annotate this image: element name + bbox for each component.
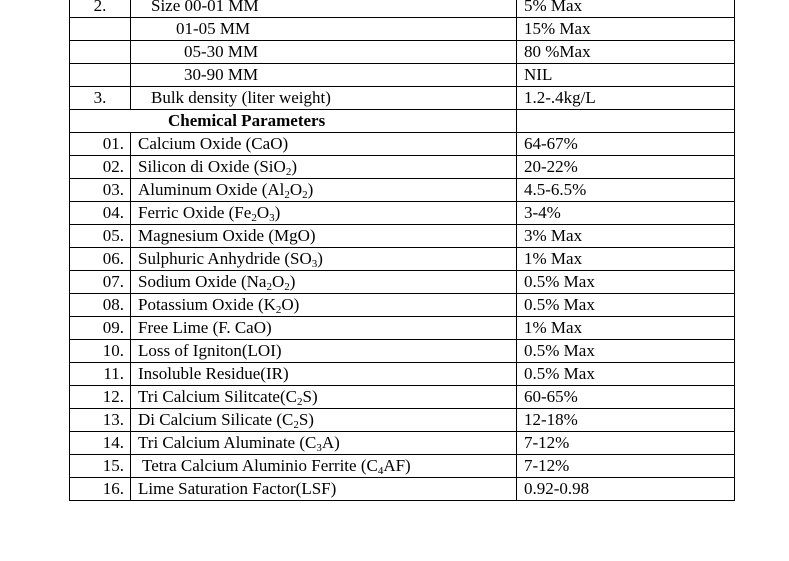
table-row (70, 363, 735, 386)
parameter-name-text: AF) (383, 456, 411, 475)
row-number: 13. (70, 409, 131, 432)
row-number: 10. (70, 340, 131, 363)
parameter-name-text: Sodium Oxide (Na (138, 272, 267, 291)
formula-subscript: 2 (266, 281, 272, 293)
parameter-value: 60-65% (517, 386, 735, 409)
parameter-name-text: Potassium Oxide (K (138, 295, 276, 314)
parameter-value: NIL (517, 64, 735, 87)
specification-table (69, 0, 735, 501)
table-row (70, 294, 735, 317)
table-row (70, 0, 735, 18)
parameter-name (131, 386, 517, 409)
table-row (70, 386, 735, 409)
table-row (70, 18, 735, 41)
table-row (70, 156, 735, 179)
formula-subscript: 2 (284, 189, 290, 201)
parameter-value: 7-12% (517, 455, 735, 478)
parameter-name (131, 478, 517, 501)
parameter-name-text: Tri Calcium Silitcate(C (138, 387, 297, 406)
row-number: 02. (70, 156, 131, 179)
parameter-value: 3% Max (517, 225, 735, 248)
formula-subscript: 2 (296, 396, 303, 408)
parameter-name (131, 179, 517, 202)
table-row (70, 87, 735, 110)
parameter-name-text: ) (317, 249, 323, 268)
table-row (70, 248, 735, 271)
parameter-name-text: Magnesium Oxide (MgO) (138, 226, 316, 245)
parameter-value: 15% Max (517, 18, 735, 41)
parameter-value: 0.5% Max (517, 363, 735, 386)
section-header-empty-cell (517, 110, 735, 133)
row-number: 07. (70, 271, 131, 294)
parameter-name-text: Silicon di Oxide (SiO (138, 157, 286, 176)
row-number (70, 64, 131, 87)
parameter-name (131, 409, 517, 432)
parameter-name (131, 340, 517, 363)
parameter-name-text: Insoluble Residue(IR) (138, 364, 289, 383)
table-row (70, 340, 735, 363)
parameter-value: 0.5% Max (517, 294, 735, 317)
chemical-parameters-body (70, 133, 735, 501)
parameter-name (131, 363, 517, 386)
formula-subscript: 3 (316, 442, 322, 454)
parameter-value: 12-18% (517, 409, 735, 432)
parameter-name-text: S) (302, 387, 318, 406)
parameter-value: 1% Max (517, 248, 735, 271)
row-number: 2. (70, 0, 131, 18)
row-number: 05. (70, 225, 131, 248)
row-number: 08. (70, 294, 131, 317)
table-row (70, 271, 735, 294)
formula-subscript: 2 (285, 166, 292, 178)
parameter-name-text: ) (291, 157, 297, 176)
parameter-name-text: Tetra Calcium Aluminio Ferrite (C (142, 456, 378, 475)
parameter-name-text: Tri Calcium Aluminate (C (138, 433, 317, 452)
formula-subscript: 3 (269, 212, 275, 224)
row-number: 11. (70, 363, 131, 386)
row-number: 14. (70, 432, 131, 455)
row-number: 3. (70, 87, 131, 110)
table-row (70, 64, 735, 87)
table-row (70, 225, 735, 248)
parameter-name: Bulk density (liter weight) (131, 87, 517, 110)
row-number (70, 41, 131, 64)
parameter-name (131, 248, 517, 271)
parameter-name (131, 133, 517, 156)
parameter-value: 5% Max (517, 0, 735, 18)
parameter-name (131, 202, 517, 225)
formula-subscript: 2 (275, 304, 282, 316)
table-row (70, 41, 735, 64)
parameter-name: 01-05 MM (131, 18, 517, 41)
parameter-name (131, 271, 517, 294)
parameter-name-text: Aluminum Oxide (Al (138, 180, 285, 199)
parameter-name (131, 455, 517, 478)
parameter-name: Size 00-01 MM (131, 0, 517, 18)
parameter-value: 64-67% (517, 133, 735, 156)
parameter-name-text: Free Lime (F. CaO) (138, 318, 272, 337)
parameter-value: 3-4% (517, 202, 735, 225)
formula-subscript: 2 (293, 419, 299, 431)
parameter-value: 80 %Max (517, 41, 735, 64)
parameter-name-text: O) (281, 295, 300, 314)
parameter-name-text: Lime Saturation Factor(LSF) (138, 479, 337, 498)
parameter-value: 0.5% Max (517, 271, 735, 294)
parameter-name-text: ) (274, 203, 281, 222)
row-number (70, 18, 131, 41)
parameter-name (131, 317, 517, 340)
parameter-name-text: S) (298, 410, 314, 429)
parameter-name-text: ) (289, 272, 296, 291)
parameter-name-text: O (289, 180, 303, 199)
row-number: 16. (70, 478, 131, 501)
row-number: 01. (70, 133, 131, 156)
parameter-name-text: O (271, 272, 285, 291)
parameter-name (131, 432, 517, 455)
table-row (70, 478, 735, 501)
parameter-name (131, 156, 517, 179)
parameter-value: 1.2-.4kg/L (517, 87, 735, 110)
section-header-row (70, 110, 735, 133)
parameter-name: 05-30 MM (131, 41, 517, 64)
formula-subscript: 2 (302, 189, 308, 201)
parameter-value: 0.92-0.98 (517, 478, 735, 501)
parameter-name-text: Sulphuric Anhydride (SO (138, 249, 312, 268)
parameter-value: 7-12% (517, 432, 735, 455)
row-number: 09. (70, 317, 131, 340)
parameter-name: 30-90 MM (131, 64, 517, 87)
table-row (70, 409, 735, 432)
row-number: 15. (70, 455, 131, 478)
table-row (70, 133, 735, 156)
parameter-name-text: Calcium Oxide (CaO) (138, 134, 289, 153)
formula-subscript: 2 (284, 281, 290, 293)
formula-subscript: 4 (377, 465, 384, 477)
section-title: Chemical Parameters (70, 110, 517, 133)
row-number: 03. (70, 179, 131, 202)
parameter-name-text: A) (321, 433, 340, 452)
parameter-name-text: Loss of Igniton(LOI) (138, 341, 282, 360)
table-row (70, 317, 735, 340)
parameter-value: 0.5% Max (517, 340, 735, 363)
parameter-value: 1% Max (517, 317, 735, 340)
row-number: 06. (70, 248, 131, 271)
formula-subscript: 3 (311, 258, 318, 270)
table-row (70, 455, 735, 478)
row-number: 12. (70, 386, 131, 409)
formula-subscript: 2 (251, 212, 257, 224)
parameter-value: 20-22% (517, 156, 735, 179)
row-number: 04. (70, 202, 131, 225)
parameter-name-text: Di Calcium Silicate (C (138, 410, 294, 429)
parameter-name-text: ) (307, 180, 314, 199)
parameter-name (131, 294, 517, 317)
table-row (70, 202, 735, 225)
table-row (70, 432, 735, 455)
parameter-name (131, 225, 517, 248)
parameter-name-text: Ferric Oxide (Fe (138, 203, 252, 222)
parameter-value: 4.5-6.5% (517, 179, 735, 202)
table-row (70, 179, 735, 202)
parameter-name-text: O (256, 203, 270, 222)
